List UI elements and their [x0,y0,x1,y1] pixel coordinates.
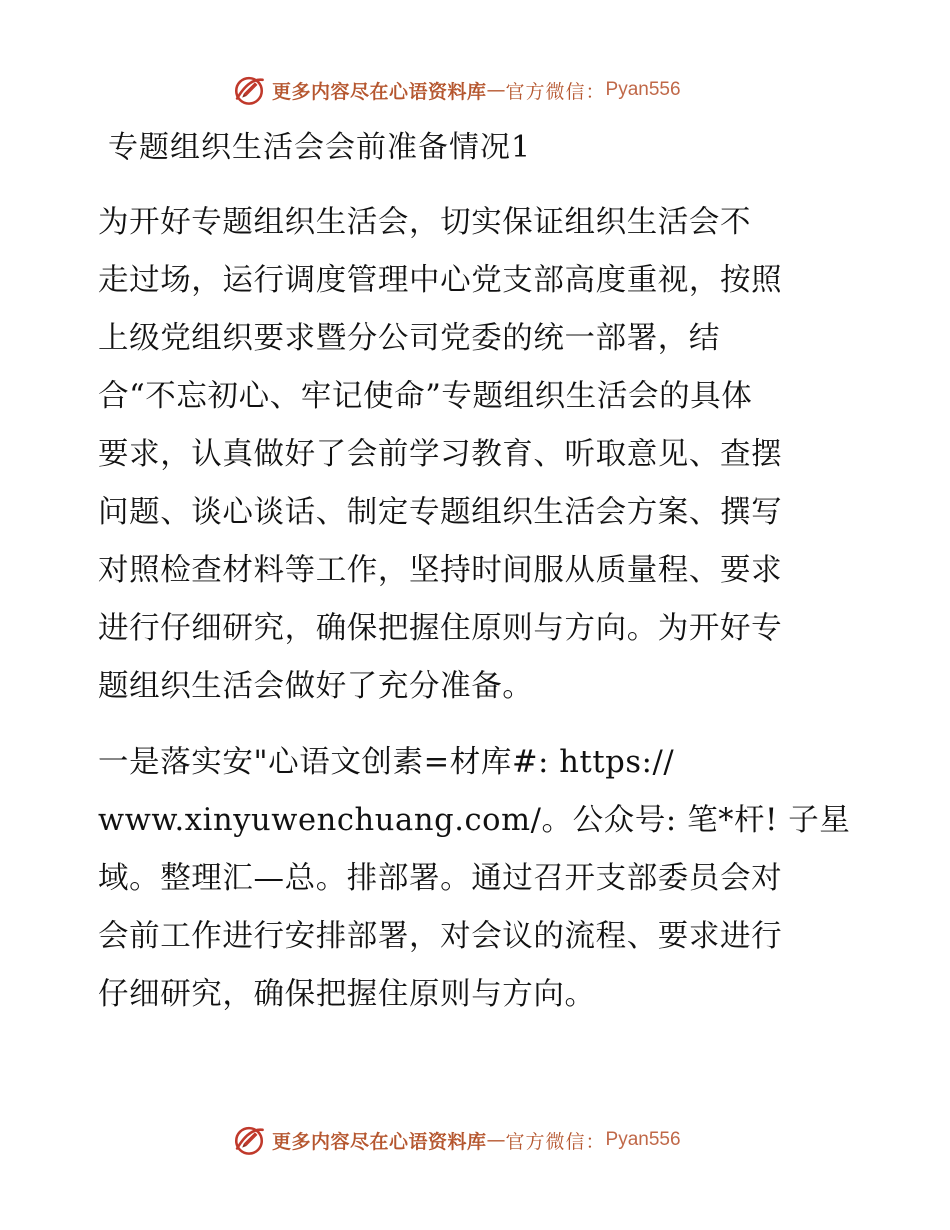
banner-official-label: 官方微信： [505,80,606,103]
banner-wechat-id: Pyan556 [605,1129,681,1150]
paragraph-first-point [98,734,850,1024]
text-line: 一是落实安"心语文创素=材库#: https:// [98,745,675,780]
text-line: www.xinyuwenchuang.com/。公众号: 笔*杆! 子星 [98,803,851,838]
text-line: 对照检查材料等工作，坚持时间服从质量程、要求 [98,553,783,588]
banner-wechat-id: Pyan556 [605,79,681,100]
paragraph-preparation-summary [98,194,850,716]
text-line: 为开好专题组织生活会，切实保证组织生活会不 [98,205,752,240]
banner-separator: — [486,79,506,101]
text-line: 要求，认真做好了会前学习教育、听取意见、查摆 [98,437,783,472]
text-line: 上级党组织要求暨分公司党委的统一部署，结 [98,321,720,356]
text-line: 题组织生活会做好了充分准备。 [98,669,534,704]
pen-nib-logo-icon [232,73,266,107]
banner-promo-text: 更多内容尽在心语资料库 [272,1130,487,1153]
document-title: 专题组织生活会会前准备情况1 [108,130,532,165]
text-line: 走过场，运行调度管理中心党支部高度重视，按照 [98,263,783,298]
header-banner [232,70,681,110]
banner-official-label: 官方微信： [505,1130,606,1153]
text-line: 会前工作进行安排部署，对会议的流程、要求进行 [98,919,783,954]
footer-banner [232,1120,681,1160]
pen-nib-logo-icon [232,1123,266,1157]
text-line: 问题、谈心谈话、制定专题组织生活会方案、撰写 [98,495,783,530]
text-line: 域。整理汇—总。排部署。通过召开支部委员会对 [98,861,783,896]
banner-promo-text: 更多内容尽在心语资料库 [272,80,487,103]
text-line: 仔细研究，确保把握住原则与方向。 [98,977,596,1012]
text-line: 进行仔细研究，确保把握住原则与方向。为开好专 [98,611,783,646]
text-line: 合“不忘初心、牢记使命”专题组织生活会的具体 [98,379,753,414]
banner-separator: — [486,1129,506,1151]
